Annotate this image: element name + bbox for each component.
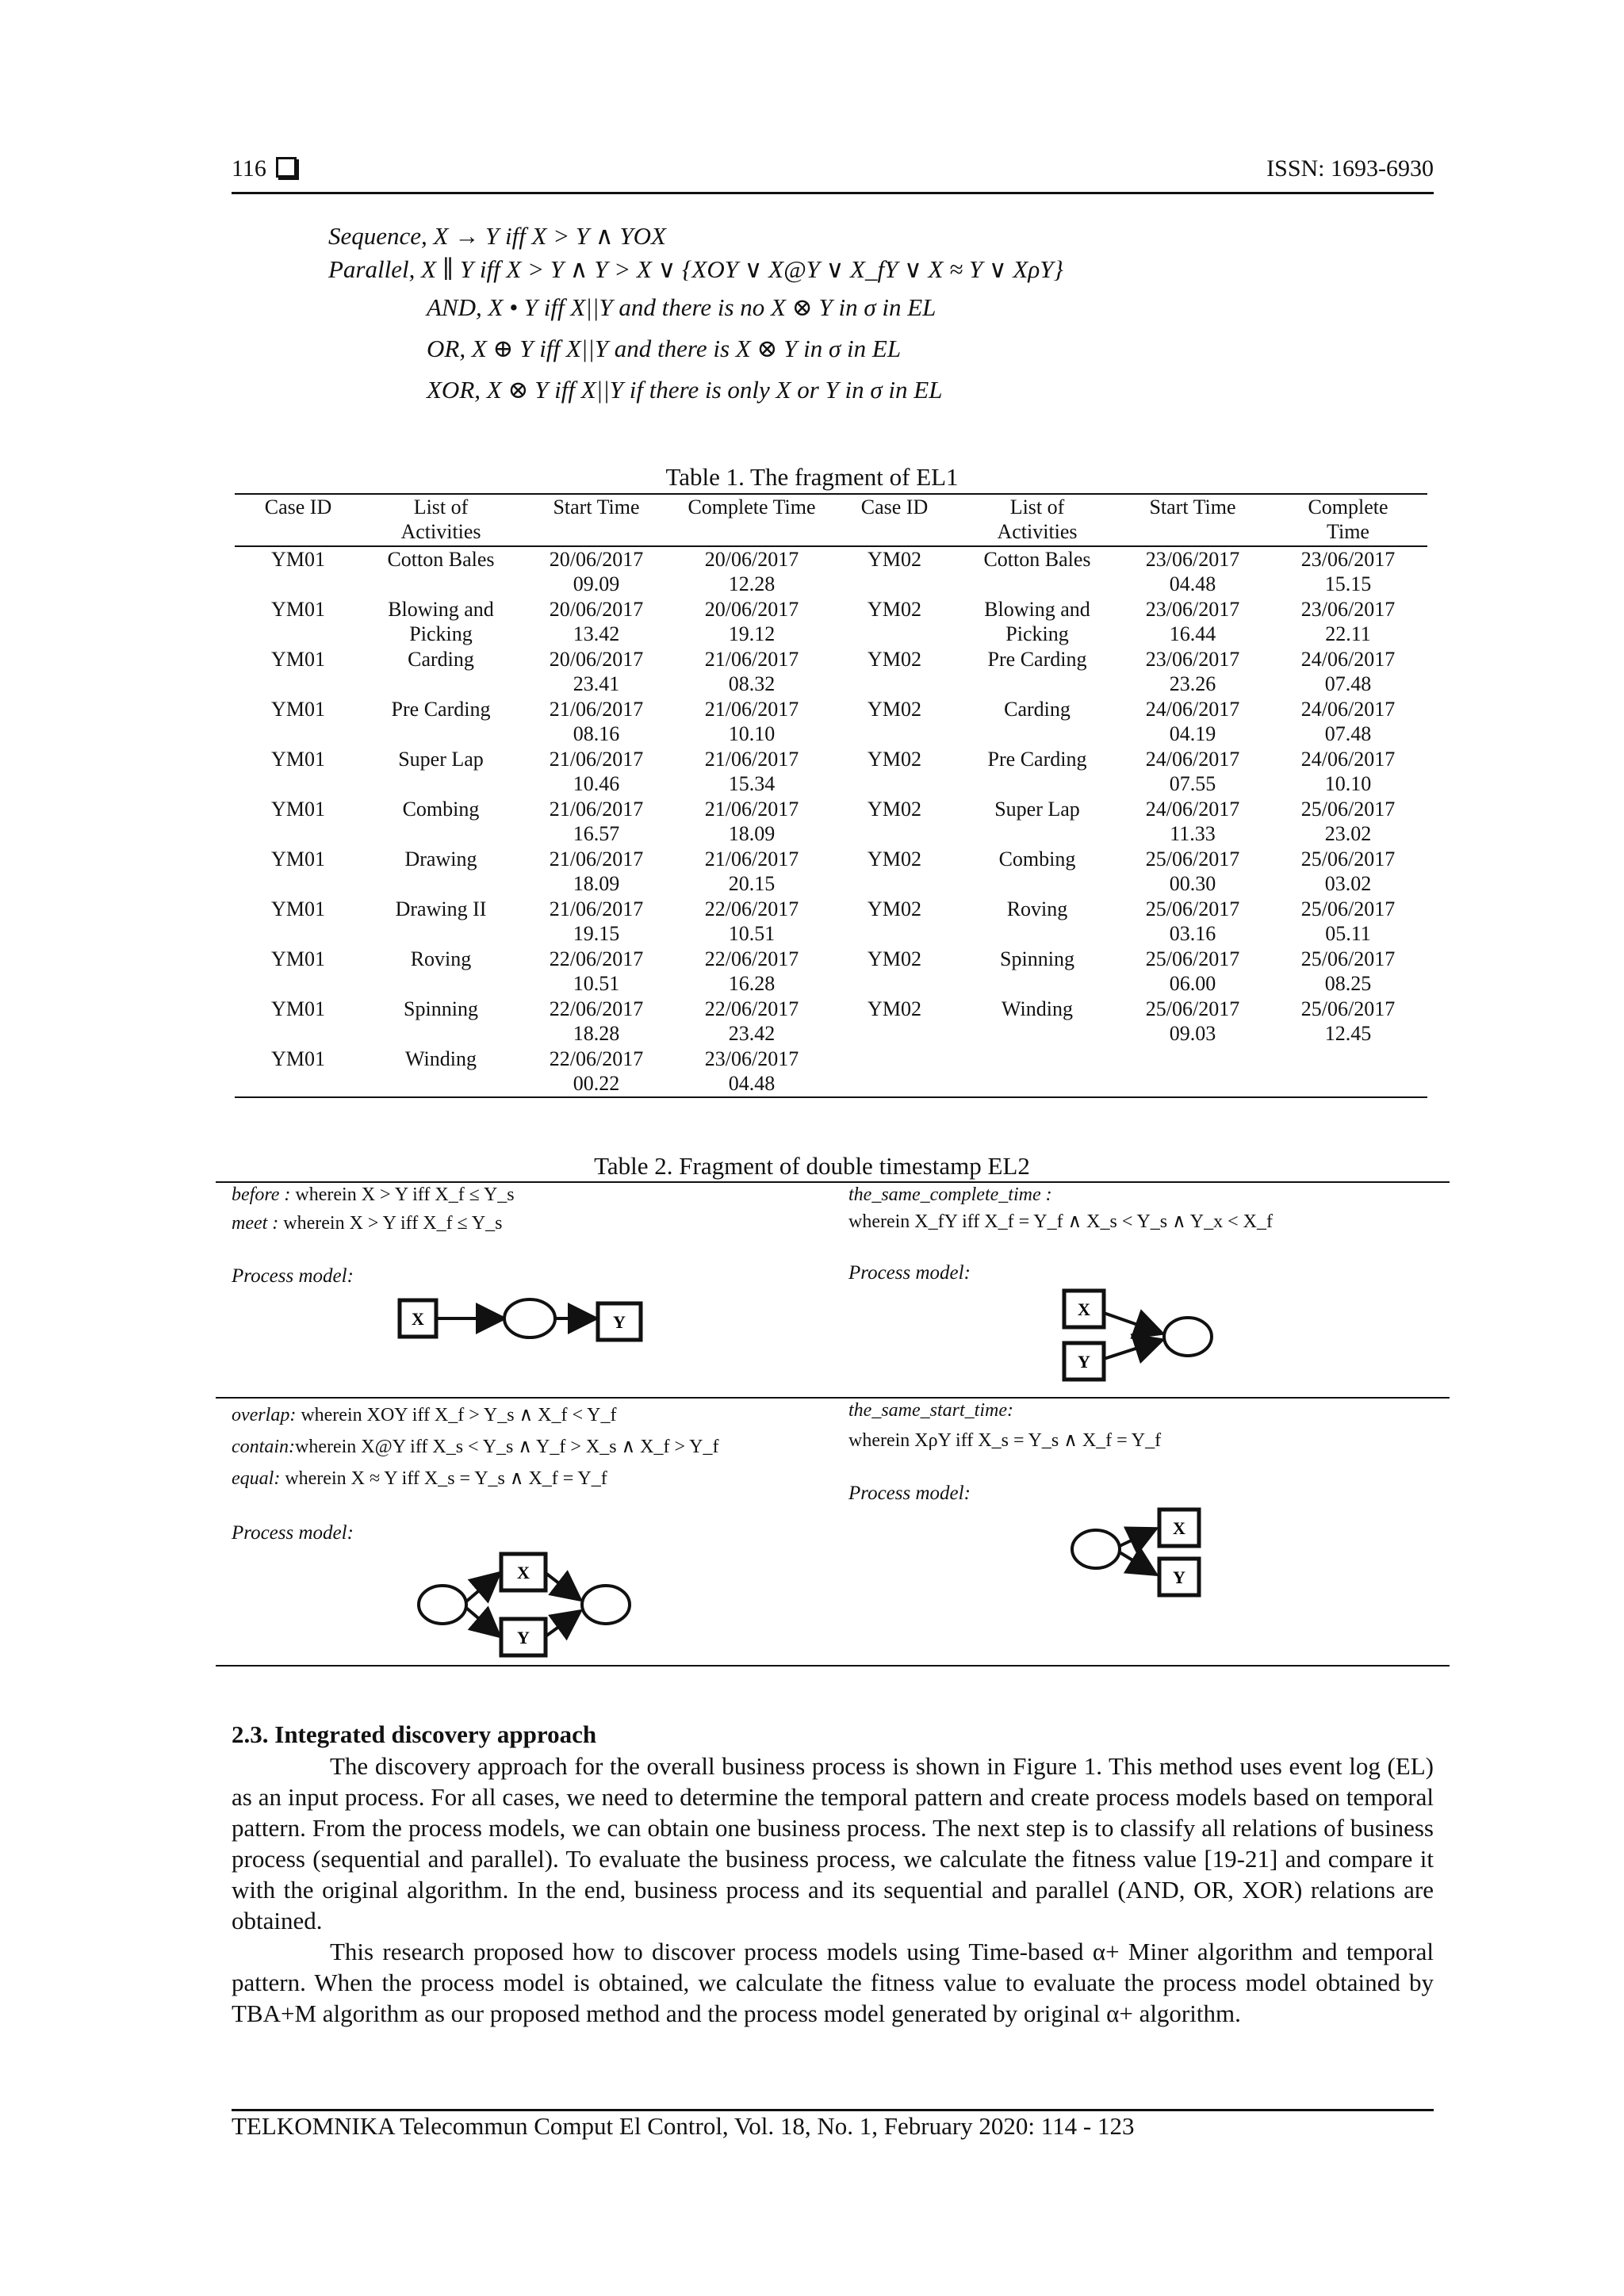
cell-text: 03.16 bbox=[1169, 922, 1216, 945]
cell-text: 24/06/2017 bbox=[1145, 698, 1240, 721]
table-cell bbox=[831, 546, 958, 597]
cell-text: 08.16 bbox=[573, 722, 620, 745]
cell-text: Pre Carding bbox=[987, 648, 1087, 671]
table-cell bbox=[672, 546, 831, 597]
cell-text: Carding bbox=[1004, 698, 1071, 721]
cell-text: 23/06/2017 bbox=[1145, 548, 1240, 571]
table-cell bbox=[362, 697, 520, 747]
table-cell bbox=[520, 546, 672, 597]
cell-text: YM02 bbox=[868, 897, 921, 920]
table-cell bbox=[958, 546, 1116, 597]
table-cell bbox=[235, 1047, 362, 1097]
table-row bbox=[235, 947, 1427, 997]
cell-text: YM01 bbox=[271, 598, 325, 621]
cell-text: 07.48 bbox=[1324, 722, 1372, 745]
cell-text: 24/06/2017 bbox=[1145, 798, 1240, 821]
cell-text: Super Lap bbox=[398, 748, 484, 771]
table-cell bbox=[1116, 897, 1269, 947]
table-row bbox=[235, 747, 1427, 797]
cell-text: 00.22 bbox=[573, 1072, 620, 1095]
cell-text: 08.25 bbox=[1324, 972, 1372, 995]
cell-text: 04.48 bbox=[728, 1072, 776, 1095]
table-cell bbox=[958, 947, 1116, 997]
cell-text: Roving bbox=[1006, 897, 1068, 920]
table-cell bbox=[831, 597, 958, 647]
cell-text: 10.10 bbox=[728, 722, 776, 745]
cell-text: Roving bbox=[410, 947, 472, 970]
table-cell bbox=[1116, 597, 1269, 647]
cell-text: 15.15 bbox=[1324, 572, 1372, 595]
same-complete-time-term: the_same_complete_time : bbox=[848, 1184, 1052, 1205]
cell-text: 20/06/2017 bbox=[549, 648, 644, 671]
cell-text: 22/06/2017 bbox=[704, 947, 799, 970]
place-circle bbox=[504, 1299, 555, 1337]
cell-text: 07.55 bbox=[1169, 772, 1216, 795]
table-cell bbox=[235, 647, 362, 697]
table-cell bbox=[520, 1047, 672, 1097]
cell-text: YM01 bbox=[271, 947, 325, 970]
cell-text: 21/06/2017 bbox=[549, 698, 644, 721]
table1-header-cell bbox=[672, 494, 831, 546]
issn: ISSN: 1693-6930 bbox=[1266, 155, 1434, 182]
table2-bottom-rule bbox=[216, 1665, 1450, 1667]
cell-text: 23.26 bbox=[1169, 672, 1216, 695]
cell-text: 06.00 bbox=[1169, 972, 1216, 995]
table-cell bbox=[672, 747, 831, 797]
cell-text: 20/06/2017 bbox=[549, 548, 644, 571]
table-cell bbox=[520, 897, 672, 947]
table-cell bbox=[831, 747, 958, 797]
cell-text: 24/06/2017 bbox=[1300, 748, 1396, 771]
cell-text: 21/06/2017 bbox=[704, 848, 799, 871]
table1-header-cell bbox=[362, 494, 520, 546]
cell-text: 07.48 bbox=[1324, 672, 1372, 695]
same-start-time-term: the_same_start_time: bbox=[848, 1400, 1013, 1421]
cell-text: Drawing bbox=[404, 848, 477, 871]
same-start-time-definition: wherein XρY iff X_s = Y_s ∧ X_f = Y_f bbox=[848, 1430, 1162, 1451]
cell-text: Pre Carding bbox=[391, 698, 491, 721]
equation-and: AND, X • Y iff X||Y and there is no X ⊗ Y in σ in EL bbox=[427, 293, 936, 321]
table-cell bbox=[362, 947, 520, 997]
cell-text: YM01 bbox=[271, 548, 325, 571]
cell-text: YM01 bbox=[271, 648, 325, 671]
table-cell bbox=[1269, 947, 1427, 997]
table-cell bbox=[831, 997, 958, 1047]
table-cell bbox=[1116, 697, 1269, 747]
cell-text: 09.09 bbox=[573, 572, 620, 595]
table-cell bbox=[520, 647, 672, 697]
cell-text: Spinning bbox=[404, 997, 478, 1020]
cell-text: 22/06/2017 bbox=[549, 997, 644, 1020]
table-cell bbox=[672, 647, 831, 697]
meet-definition: meet : wherein X > Y iff X_f ≤ Y_s bbox=[232, 1213, 503, 1234]
table-row bbox=[235, 546, 1427, 597]
table-row bbox=[235, 847, 1427, 897]
table-cell bbox=[1116, 797, 1269, 847]
cell-text: YM01 bbox=[271, 897, 325, 920]
cell-text: 05.11 bbox=[1325, 922, 1371, 945]
table1-header-row bbox=[235, 494, 1427, 546]
cell-text: YM02 bbox=[868, 548, 921, 571]
cell-text: 21/06/2017 bbox=[704, 748, 799, 771]
cell-text: Blowing and bbox=[388, 598, 494, 621]
node-y-label: Y bbox=[1078, 1352, 1090, 1372]
cell-text: Combing bbox=[998, 848, 1076, 871]
cell-text: 21/06/2017 bbox=[549, 897, 644, 920]
cell-text: 12.28 bbox=[728, 572, 776, 595]
node-y-label: Y bbox=[517, 1628, 530, 1647]
table-cell bbox=[1269, 797, 1427, 847]
paragraph-1: The discovery approach for the overall business process is shown in Figure 1. This method uses event log (EL) as an input process. For all cases, we need to determine the temporal pattern and create process models based on temporal pattern. From the process models, we can obtain one business process. The next step is to classify all relations of business process (sequential and parallel). To evaluate the business process, we calculate the fitness value [19-21] and compare it with the original algorithm. In the end, business process and its sequential and parallel (AND, OR, XOR) relations are obtained. bbox=[232, 1752, 1434, 1934]
table-cell bbox=[672, 947, 831, 997]
table1-header-cell bbox=[1269, 494, 1427, 546]
node-x-label: X bbox=[517, 1563, 530, 1582]
place-circle bbox=[1072, 1530, 1120, 1568]
table-cell bbox=[831, 947, 958, 997]
table-cell bbox=[362, 847, 520, 897]
cell-text: 25/06/2017 bbox=[1145, 947, 1240, 970]
table-cell bbox=[520, 997, 672, 1047]
cell-text: Picking bbox=[409, 622, 473, 645]
cell-text: 19.12 bbox=[728, 622, 776, 645]
cell-text: YM01 bbox=[271, 848, 325, 871]
cell-text: 16.28 bbox=[728, 972, 776, 995]
table2-top-rule bbox=[216, 1181, 1450, 1183]
cell-text: Pre Carding bbox=[987, 748, 1087, 771]
node-x-label: X bbox=[412, 1309, 424, 1329]
table-cell bbox=[672, 1047, 831, 1097]
table-cell bbox=[1116, 847, 1269, 897]
same-complete-time-process-model bbox=[1055, 1281, 1229, 1389]
table1-header-cell bbox=[520, 494, 672, 546]
cell-text: 25/06/2017 bbox=[1300, 947, 1396, 970]
table-cell bbox=[1116, 947, 1269, 997]
table-cell bbox=[1269, 647, 1427, 697]
table-cell bbox=[520, 847, 672, 897]
table1-header-cell bbox=[1116, 494, 1269, 546]
table-cell bbox=[1269, 597, 1427, 647]
cell-text: 24/06/2017 bbox=[1145, 748, 1240, 771]
table-cell bbox=[831, 647, 958, 697]
process-model-label: Process model: bbox=[232, 1265, 354, 1287]
cell-text: 18.09 bbox=[573, 872, 620, 895]
table-cell bbox=[958, 647, 1116, 697]
cell-text: YM01 bbox=[271, 698, 325, 721]
table-cell bbox=[958, 1047, 1116, 1097]
page-number: 116 bbox=[232, 155, 297, 182]
table2-mid-rule bbox=[216, 1397, 1450, 1399]
table-cell bbox=[1116, 1047, 1269, 1097]
cell-text: 08.32 bbox=[728, 672, 776, 695]
cell-text: 25/06/2017 bbox=[1300, 997, 1396, 1020]
node-x-label: X bbox=[1078, 1299, 1090, 1319]
header-text: List of bbox=[1009, 496, 1065, 519]
table-row bbox=[235, 597, 1427, 647]
table-cell bbox=[831, 697, 958, 747]
equation-or: OR, X ⊕ Y iff X||Y and there is X ⊗ Y in σ in EL bbox=[427, 335, 902, 362]
table-cell bbox=[958, 597, 1116, 647]
table-cell bbox=[958, 997, 1116, 1047]
header-text: Case ID bbox=[264, 496, 332, 519]
cell-text: 24/06/2017 bbox=[1300, 698, 1396, 721]
table-cell bbox=[1116, 546, 1269, 597]
table-cell bbox=[958, 797, 1116, 847]
table1-header-cell bbox=[831, 494, 958, 546]
process-model-label: Process model: bbox=[848, 1483, 971, 1504]
cell-text: 13.42 bbox=[573, 622, 620, 645]
header-text: Start Time bbox=[553, 496, 640, 519]
cell-text: 10.46 bbox=[573, 772, 620, 795]
cell-text: 04.19 bbox=[1169, 722, 1216, 745]
table1-caption: Table 1. The fragment of EL1 bbox=[665, 463, 959, 491]
table-cell bbox=[362, 1047, 520, 1097]
cell-text: 23/06/2017 bbox=[1300, 548, 1396, 571]
table-cell bbox=[235, 597, 362, 647]
table-cell bbox=[235, 747, 362, 797]
cell-text: 25/06/2017 bbox=[1300, 897, 1396, 920]
cell-text: Cotton Bales bbox=[387, 548, 495, 571]
equation-xor: XOR, X ⊗ Y iff X||Y if there is only X or Y in σ in EL bbox=[427, 376, 943, 404]
table-cell bbox=[235, 546, 362, 597]
cell-text: 18.09 bbox=[728, 822, 776, 845]
table-cell bbox=[672, 847, 831, 897]
footer-citation: TELKOMNIKA Telecommun Comput El Control, Vol. 18, No. 1, February 2020: 114 - 123 bbox=[232, 2112, 1135, 2140]
cell-text: 10.51 bbox=[728, 922, 776, 945]
table-cell bbox=[235, 897, 362, 947]
table2-caption: Table 2. Fragment of double timestamp EL2 bbox=[594, 1152, 1030, 1180]
table-cell bbox=[1269, 747, 1427, 797]
process-model-label: Process model: bbox=[232, 1522, 354, 1544]
table-cell bbox=[1269, 1047, 1427, 1097]
cell-text: 24/06/2017 bbox=[1300, 648, 1396, 671]
table-cell bbox=[362, 747, 520, 797]
table-cell bbox=[672, 897, 831, 947]
cell-text: Picking bbox=[1005, 622, 1069, 645]
table-cell bbox=[1116, 997, 1269, 1047]
cell-text: Cotton Bales bbox=[983, 548, 1091, 571]
table-row bbox=[235, 1047, 1427, 1097]
place-circle-right bbox=[582, 1586, 630, 1624]
process-model-label: Process model: bbox=[848, 1262, 971, 1284]
table-cell bbox=[520, 947, 672, 997]
table-cell bbox=[672, 797, 831, 847]
cell-text: Drawing II bbox=[395, 897, 487, 920]
footer-rule bbox=[232, 2109, 1434, 2111]
table-cell bbox=[235, 697, 362, 747]
cell-text: 25/06/2017 bbox=[1145, 897, 1240, 920]
table-row bbox=[235, 697, 1427, 747]
table-cell bbox=[958, 897, 1116, 947]
table-cell bbox=[1269, 897, 1427, 947]
header-text: Complete Time bbox=[688, 496, 816, 519]
header-text: Complete bbox=[1308, 496, 1388, 519]
table-cell bbox=[362, 546, 520, 597]
table-cell bbox=[235, 947, 362, 997]
cell-text: YM02 bbox=[868, 648, 921, 671]
cell-text: Winding bbox=[1002, 997, 1073, 1020]
table-cell bbox=[831, 1047, 958, 1097]
node-y-label: Y bbox=[613, 1312, 626, 1332]
header-text: Case ID bbox=[860, 496, 929, 519]
cell-text: YM01 bbox=[271, 798, 325, 821]
cell-text: 15.34 bbox=[728, 772, 776, 795]
cell-text: 25/06/2017 bbox=[1300, 848, 1396, 871]
same-complete-time-definition: wherein X_fY iff X_f = Y_f ∧ X_s < Y_s ∧ Y_x < X_f bbox=[848, 1211, 1273, 1232]
parallel-process-model bbox=[408, 1538, 645, 1657]
cell-text: YM02 bbox=[868, 748, 921, 771]
cell-text: Blowing and bbox=[984, 598, 1090, 621]
table-cell bbox=[958, 697, 1116, 747]
table-cell bbox=[520, 597, 672, 647]
section-title: 2.3. Integrated discovery approach bbox=[232, 1720, 597, 1748]
cell-text: YM01 bbox=[271, 1047, 325, 1070]
contain-definition: contain:wherein X@Y iff X_s < Y_s ∧ Y_f > X_s ∧ X_f > Y_f bbox=[232, 1437, 719, 1457]
header-rule bbox=[232, 192, 1434, 194]
cell-text: 22/06/2017 bbox=[704, 897, 799, 920]
table-cell bbox=[831, 797, 958, 847]
table-cell bbox=[362, 897, 520, 947]
cell-text: 21/06/2017 bbox=[704, 698, 799, 721]
cell-text: 22/06/2017 bbox=[549, 1047, 644, 1070]
table-row bbox=[235, 897, 1427, 947]
equation-parallel: Parallel, X ∥ Y iff X > Y ∧ Y > X ∨ {XOY ∨ X@Y ∨ X_fY ∨ X ≈ Y ∨ XρY} bbox=[328, 255, 1063, 283]
table-cell bbox=[958, 747, 1116, 797]
cell-text: 22/06/2017 bbox=[704, 997, 799, 1020]
table-cell bbox=[958, 847, 1116, 897]
cell-text: YM02 bbox=[868, 798, 921, 821]
cell-text: 23.41 bbox=[573, 672, 620, 695]
table-cell bbox=[1269, 546, 1427, 597]
table-cell bbox=[831, 897, 958, 947]
cell-text: 23/06/2017 bbox=[1300, 598, 1396, 621]
square-bullet-icon bbox=[276, 157, 297, 178]
cell-text: 20/06/2017 bbox=[704, 548, 799, 571]
cell-text: 25/06/2017 bbox=[1145, 997, 1240, 1020]
table1-header-cell bbox=[235, 494, 362, 546]
cell-text: 25/06/2017 bbox=[1145, 848, 1240, 871]
header-text: Start Time bbox=[1149, 496, 1236, 519]
cell-text: YM01 bbox=[271, 748, 325, 771]
cell-text: 21/06/2017 bbox=[549, 748, 644, 771]
cell-text: 23.42 bbox=[728, 1022, 776, 1045]
cell-text: 22.11 bbox=[1325, 622, 1371, 645]
same-start-time-process-model bbox=[1063, 1502, 1221, 1605]
cell-text: 10.51 bbox=[573, 972, 620, 995]
overlap-definition: overlap: wherein XOY iff X_f > Y_s ∧ X_f < Y_f bbox=[232, 1405, 617, 1425]
header-text: Time bbox=[1327, 520, 1369, 543]
equal-definition: equal: wherein X ≈ Y iff X_s = Y_s ∧ X_f = Y_f bbox=[232, 1468, 607, 1489]
cell-text: 00.30 bbox=[1169, 872, 1216, 895]
cell-text: 25/06/2017 bbox=[1300, 798, 1396, 821]
header-text: Activities bbox=[997, 520, 1078, 543]
cell-text: 22/06/2017 bbox=[549, 947, 644, 970]
table-cell bbox=[235, 797, 362, 847]
table-row bbox=[235, 797, 1427, 847]
table-cell bbox=[1116, 747, 1269, 797]
cell-text: 21/06/2017 bbox=[549, 798, 644, 821]
cell-text: 10.10 bbox=[1324, 772, 1372, 795]
cell-text: Super Lap bbox=[994, 798, 1080, 821]
cell-text: 21/06/2017 bbox=[704, 648, 799, 671]
cell-text: 21/06/2017 bbox=[704, 798, 799, 821]
table-row bbox=[235, 997, 1427, 1047]
cell-text: YM02 bbox=[868, 997, 921, 1020]
cell-text: 23/06/2017 bbox=[1145, 598, 1240, 621]
cell-text: 11.33 bbox=[1170, 822, 1216, 845]
table-cell bbox=[1269, 997, 1427, 1047]
table-cell bbox=[1269, 847, 1427, 897]
table-cell bbox=[235, 847, 362, 897]
table1 bbox=[235, 493, 1427, 1098]
table-cell bbox=[362, 997, 520, 1047]
table-cell bbox=[831, 847, 958, 897]
cell-text: YM02 bbox=[868, 848, 921, 871]
cell-text: Carding bbox=[408, 648, 474, 671]
cell-text: 20/06/2017 bbox=[549, 598, 644, 621]
before-definition: before : wherein X > Y iff X_f ≤ Y_s bbox=[232, 1184, 515, 1205]
table-cell bbox=[362, 647, 520, 697]
cell-text: 23/06/2017 bbox=[1145, 648, 1240, 671]
table-cell bbox=[1116, 647, 1269, 697]
place-circle-left bbox=[419, 1586, 466, 1624]
cell-text: 04.48 bbox=[1169, 572, 1216, 595]
table-row bbox=[235, 647, 1427, 697]
paragraph-2: This research proposed how to discover process models using Time-based α+ Miner algorithm and temporal pattern. When the process model is obtained, we calculate the fitness value to evaluate the process model obtained by TBA+M algorithm as our proposed method and the process model generated by original α+ algorithm. bbox=[232, 1938, 1434, 2027]
table-cell bbox=[362, 597, 520, 647]
cell-text: 23.02 bbox=[1324, 822, 1372, 845]
table-cell bbox=[235, 997, 362, 1047]
cell-text: YM02 bbox=[868, 698, 921, 721]
cell-text: YM02 bbox=[868, 598, 921, 621]
table1-header-cell bbox=[958, 494, 1116, 546]
cell-text: YM02 bbox=[868, 947, 921, 970]
cell-text: 20/06/2017 bbox=[704, 598, 799, 621]
equation-sequence: Sequence, X → Y iff X > Y ∧ YOX bbox=[328, 222, 666, 250]
cell-text: 18.28 bbox=[573, 1022, 620, 1045]
cell-text: 23/06/2017 bbox=[704, 1047, 799, 1070]
table-cell bbox=[362, 797, 520, 847]
cell-text: 21/06/2017 bbox=[549, 848, 644, 871]
cell-text: 19.15 bbox=[573, 922, 620, 945]
place-circle bbox=[1164, 1318, 1212, 1356]
cell-text: YM01 bbox=[271, 997, 325, 1020]
table-cell bbox=[672, 997, 831, 1047]
cell-text: Combing bbox=[402, 798, 480, 821]
cell-text: 16.44 bbox=[1169, 622, 1216, 645]
sequence-process-model bbox=[389, 1284, 658, 1348]
cell-text: 12.45 bbox=[1324, 1022, 1372, 1045]
table-cell bbox=[672, 697, 831, 747]
cell-text: 09.03 bbox=[1169, 1022, 1216, 1045]
cell-text: 03.02 bbox=[1324, 872, 1372, 895]
cell-text: Spinning bbox=[1000, 947, 1074, 970]
table-cell bbox=[520, 747, 672, 797]
table-cell bbox=[520, 697, 672, 747]
table-cell bbox=[672, 597, 831, 647]
node-x-label: X bbox=[1173, 1518, 1185, 1538]
cell-text: 16.57 bbox=[573, 822, 620, 845]
header-text: List of bbox=[413, 496, 469, 519]
table-cell bbox=[520, 797, 672, 847]
cell-text: 20.15 bbox=[728, 872, 776, 895]
table-cell bbox=[1269, 697, 1427, 747]
node-y-label: Y bbox=[1173, 1567, 1185, 1587]
header-text: Activities bbox=[400, 520, 481, 543]
cell-text: Winding bbox=[405, 1047, 477, 1070]
